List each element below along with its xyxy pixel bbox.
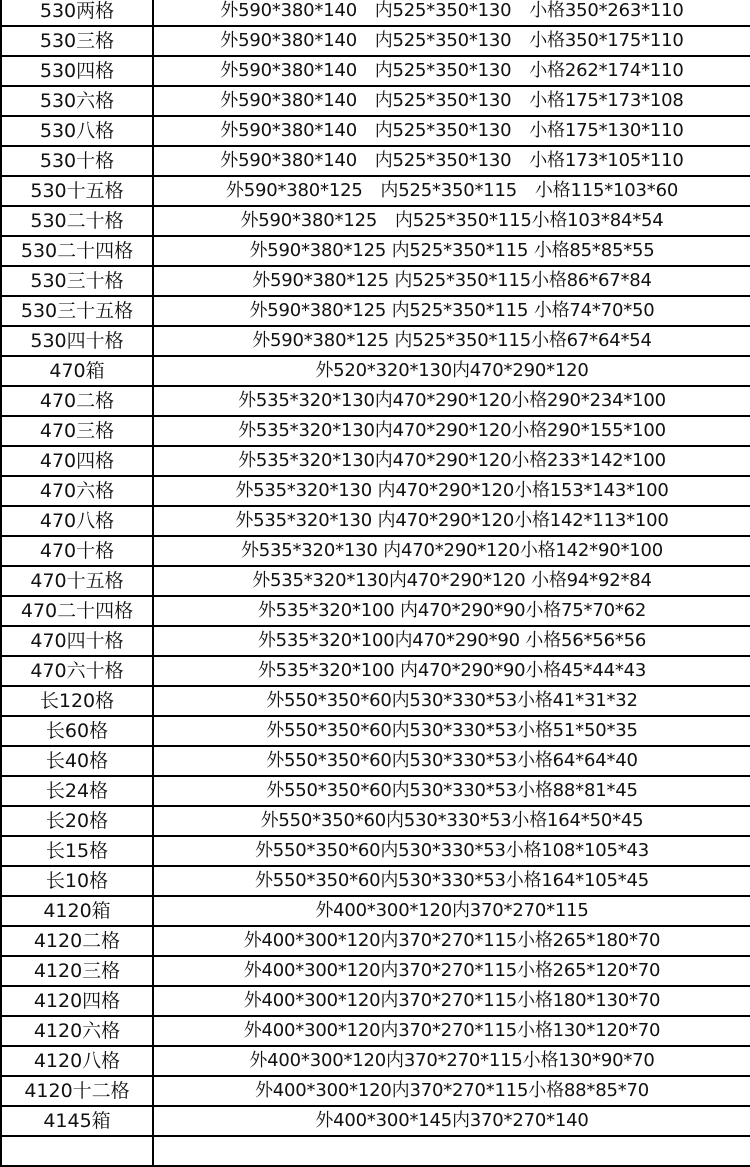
model-name-cell: 470十格 xyxy=(1,536,153,566)
dimensions-cell: 外535*320*100内470*290*90 小格56*56*56 xyxy=(153,626,750,656)
dimensions-cell: 外535*320*130 内470*290*120小格142*90*100 xyxy=(153,536,750,566)
table-row xyxy=(1,896,750,926)
dimensions-cell: 外400*300*120内370*270*115 xyxy=(153,896,750,926)
table-row xyxy=(1,416,750,446)
table-row xyxy=(1,116,750,146)
table-row xyxy=(1,566,750,596)
table-row xyxy=(1,536,750,566)
table-row xyxy=(1,866,750,896)
dimensions-cell: 外590*380*140 内525*350*130 小格350*175*110 xyxy=(153,26,750,56)
dimensions-cell: 外535*320*100 内470*290*90小格75*70*62 xyxy=(153,596,750,626)
dimensions-cell: 外590*380*125 内525*350*115小格86*67*84 xyxy=(153,266,750,296)
dimensions-cell: 外535*320*130 内470*290*120小格142*113*100 xyxy=(153,506,750,536)
model-name-cell: 470箱 xyxy=(1,356,153,386)
model-name-cell: 470八格 xyxy=(1,506,153,536)
dimensions-cell: 外400*300*120内370*270*115小格130*120*70 xyxy=(153,1016,750,1046)
dimensions-cell: 外590*380*140 内525*350*130 小格173*105*110 xyxy=(153,146,750,176)
dimensions-cell: 外590*380*140 内525*350*130 小格175*173*108 xyxy=(153,86,750,116)
model-name-cell: 4120八格 xyxy=(1,1046,153,1076)
model-name-cell: 470十五格 xyxy=(1,566,153,596)
table-row xyxy=(1,206,750,236)
table-row xyxy=(1,146,750,176)
dimensions-cell: 外535*320*100 内470*290*90小格45*44*43 xyxy=(153,656,750,686)
dimensions-cell: 外550*350*60内530*330*53小格51*50*35 xyxy=(153,716,750,746)
model-name-cell: 530两格 xyxy=(1,0,153,26)
model-name-cell: 470三格 xyxy=(1,416,153,446)
table-row xyxy=(1,0,750,26)
table-row xyxy=(1,1076,750,1106)
dimensions-cell: 外590*380*140 内525*350*130 小格175*130*110 xyxy=(153,116,750,146)
dimensions-cell: 外400*300*120内370*270*115小格265*180*70 xyxy=(153,926,750,956)
model-name-cell: 530二十四格 xyxy=(1,236,153,266)
model-name-cell: 4145箱 xyxy=(1,1106,153,1136)
model-name-cell: 4120三格 xyxy=(1,956,153,986)
table-row xyxy=(1,806,750,836)
table-row xyxy=(1,1136,750,1166)
dimensions-cell: 外550*350*60内530*330*53小格88*81*45 xyxy=(153,776,750,806)
table-row xyxy=(1,266,750,296)
table-row xyxy=(1,1046,750,1076)
dimensions-cell: 外520*320*130内470*290*120 xyxy=(153,356,750,386)
model-name-cell: 长40格 xyxy=(1,746,153,776)
table-row xyxy=(1,836,750,866)
dimensions-cell: 外550*350*60内530*330*53小格164*105*45 xyxy=(153,866,750,896)
dimensions-cell: 外550*350*60内530*330*53小格108*105*43 xyxy=(153,836,750,866)
model-name-cell: 4120箱 xyxy=(1,896,153,926)
model-name-cell: 4120二格 xyxy=(1,926,153,956)
dimensions-cell: 外590*380*125 内525*350*115 小格74*70*50 xyxy=(153,296,750,326)
dimensions-cell xyxy=(153,1136,750,1166)
model-name-cell: 4120十二格 xyxy=(1,1076,153,1106)
table-row xyxy=(1,446,750,476)
dimensions-cell: 外535*320*130内470*290*120小格290*155*100 xyxy=(153,416,750,446)
table-row xyxy=(1,956,750,986)
table-row xyxy=(1,1106,750,1136)
model-name-cell: 长15格 xyxy=(1,836,153,866)
table-row xyxy=(1,176,750,206)
table-row xyxy=(1,716,750,746)
table-row xyxy=(1,86,750,116)
dimensions-cell: 外400*300*120内370*270*115小格88*85*70 xyxy=(153,1076,750,1106)
model-name-cell: 长24格 xyxy=(1,776,153,806)
model-name-cell xyxy=(1,1136,153,1166)
model-name-cell: 470六十格 xyxy=(1,656,153,686)
model-name-cell: 530八格 xyxy=(1,116,153,146)
table-row xyxy=(1,626,750,656)
dimensions-cell: 外400*300*120内370*270*115小格265*120*70 xyxy=(153,956,750,986)
model-name-cell: 470四格 xyxy=(1,446,153,476)
table-row xyxy=(1,236,750,266)
table-row xyxy=(1,986,750,1016)
model-name-cell: 530四十格 xyxy=(1,326,153,356)
dimensions-cell: 外550*350*60内530*330*53小格41*31*32 xyxy=(153,686,750,716)
table-row xyxy=(1,476,750,506)
model-name-cell: 470二十四格 xyxy=(1,596,153,626)
dimensions-cell: 外535*320*130内470*290*120小格233*142*100 xyxy=(153,446,750,476)
model-name-cell: 长20格 xyxy=(1,806,153,836)
table-row xyxy=(1,26,750,56)
model-name-cell: 530三十格 xyxy=(1,266,153,296)
model-name-cell: 530三十五格 xyxy=(1,296,153,326)
spec-table-body xyxy=(1,0,750,1166)
model-name-cell: 530六格 xyxy=(1,86,153,116)
model-name-cell: 530十格 xyxy=(1,146,153,176)
model-name-cell: 4120四格 xyxy=(1,986,153,1016)
dimensions-cell: 外535*320*130 内470*290*120小格153*143*100 xyxy=(153,476,750,506)
model-name-cell: 4120六格 xyxy=(1,1016,153,1046)
table-row xyxy=(1,326,750,356)
dimensions-cell: 外590*380*125 内525*350*115小格67*64*54 xyxy=(153,326,750,356)
dimensions-cell: 外590*380*125 内525*350*115 小格115*103*60 xyxy=(153,176,750,206)
model-name-cell: 长10格 xyxy=(1,866,153,896)
table-row xyxy=(1,596,750,626)
table-row xyxy=(1,926,750,956)
table-row xyxy=(1,296,750,326)
table-row xyxy=(1,686,750,716)
dimensions-cell: 外400*300*120内370*270*115小格180*130*70 xyxy=(153,986,750,1016)
table-row xyxy=(1,386,750,416)
dimensions-cell: 外535*320*130内470*290*120 小格94*92*84 xyxy=(153,566,750,596)
model-name-cell: 470二格 xyxy=(1,386,153,416)
model-name-cell: 470六格 xyxy=(1,476,153,506)
dimensions-cell: 外535*320*130内470*290*120小格290*234*100 xyxy=(153,386,750,416)
dimensions-cell: 外590*380*140 内525*350*130 小格262*174*110 xyxy=(153,56,750,86)
dimensions-cell: 外400*300*145内370*270*140 xyxy=(153,1106,750,1136)
table-row xyxy=(1,776,750,806)
model-name-cell: 470四十格 xyxy=(1,626,153,656)
table-row xyxy=(1,746,750,776)
model-name-cell: 长60格 xyxy=(1,716,153,746)
dimensions-cell: 外550*350*60内530*330*53小格64*64*40 xyxy=(153,746,750,776)
model-name-cell: 长120格 xyxy=(1,686,153,716)
model-name-cell: 530二十格 xyxy=(1,206,153,236)
table-row xyxy=(1,1016,750,1046)
table-row xyxy=(1,506,750,536)
model-name-cell: 530三格 xyxy=(1,26,153,56)
table-row xyxy=(1,356,750,386)
table-row xyxy=(1,56,750,86)
table-row xyxy=(1,656,750,686)
model-name-cell: 530十五格 xyxy=(1,176,153,206)
dimensions-cell: 外590*380*140 内525*350*130 小格350*263*110 xyxy=(153,0,750,26)
dimensions-cell: 外400*300*120内370*270*115小格130*90*70 xyxy=(153,1046,750,1076)
dimensions-cell: 外550*350*60内530*330*53小格164*50*45 xyxy=(153,806,750,836)
model-name-cell: 530四格 xyxy=(1,56,153,86)
dimensions-cell: 外590*380*125 内525*350*115 小格85*85*55 xyxy=(153,236,750,266)
dimensions-cell: 外590*380*125 内525*350*115小格103*84*54 xyxy=(153,206,750,236)
